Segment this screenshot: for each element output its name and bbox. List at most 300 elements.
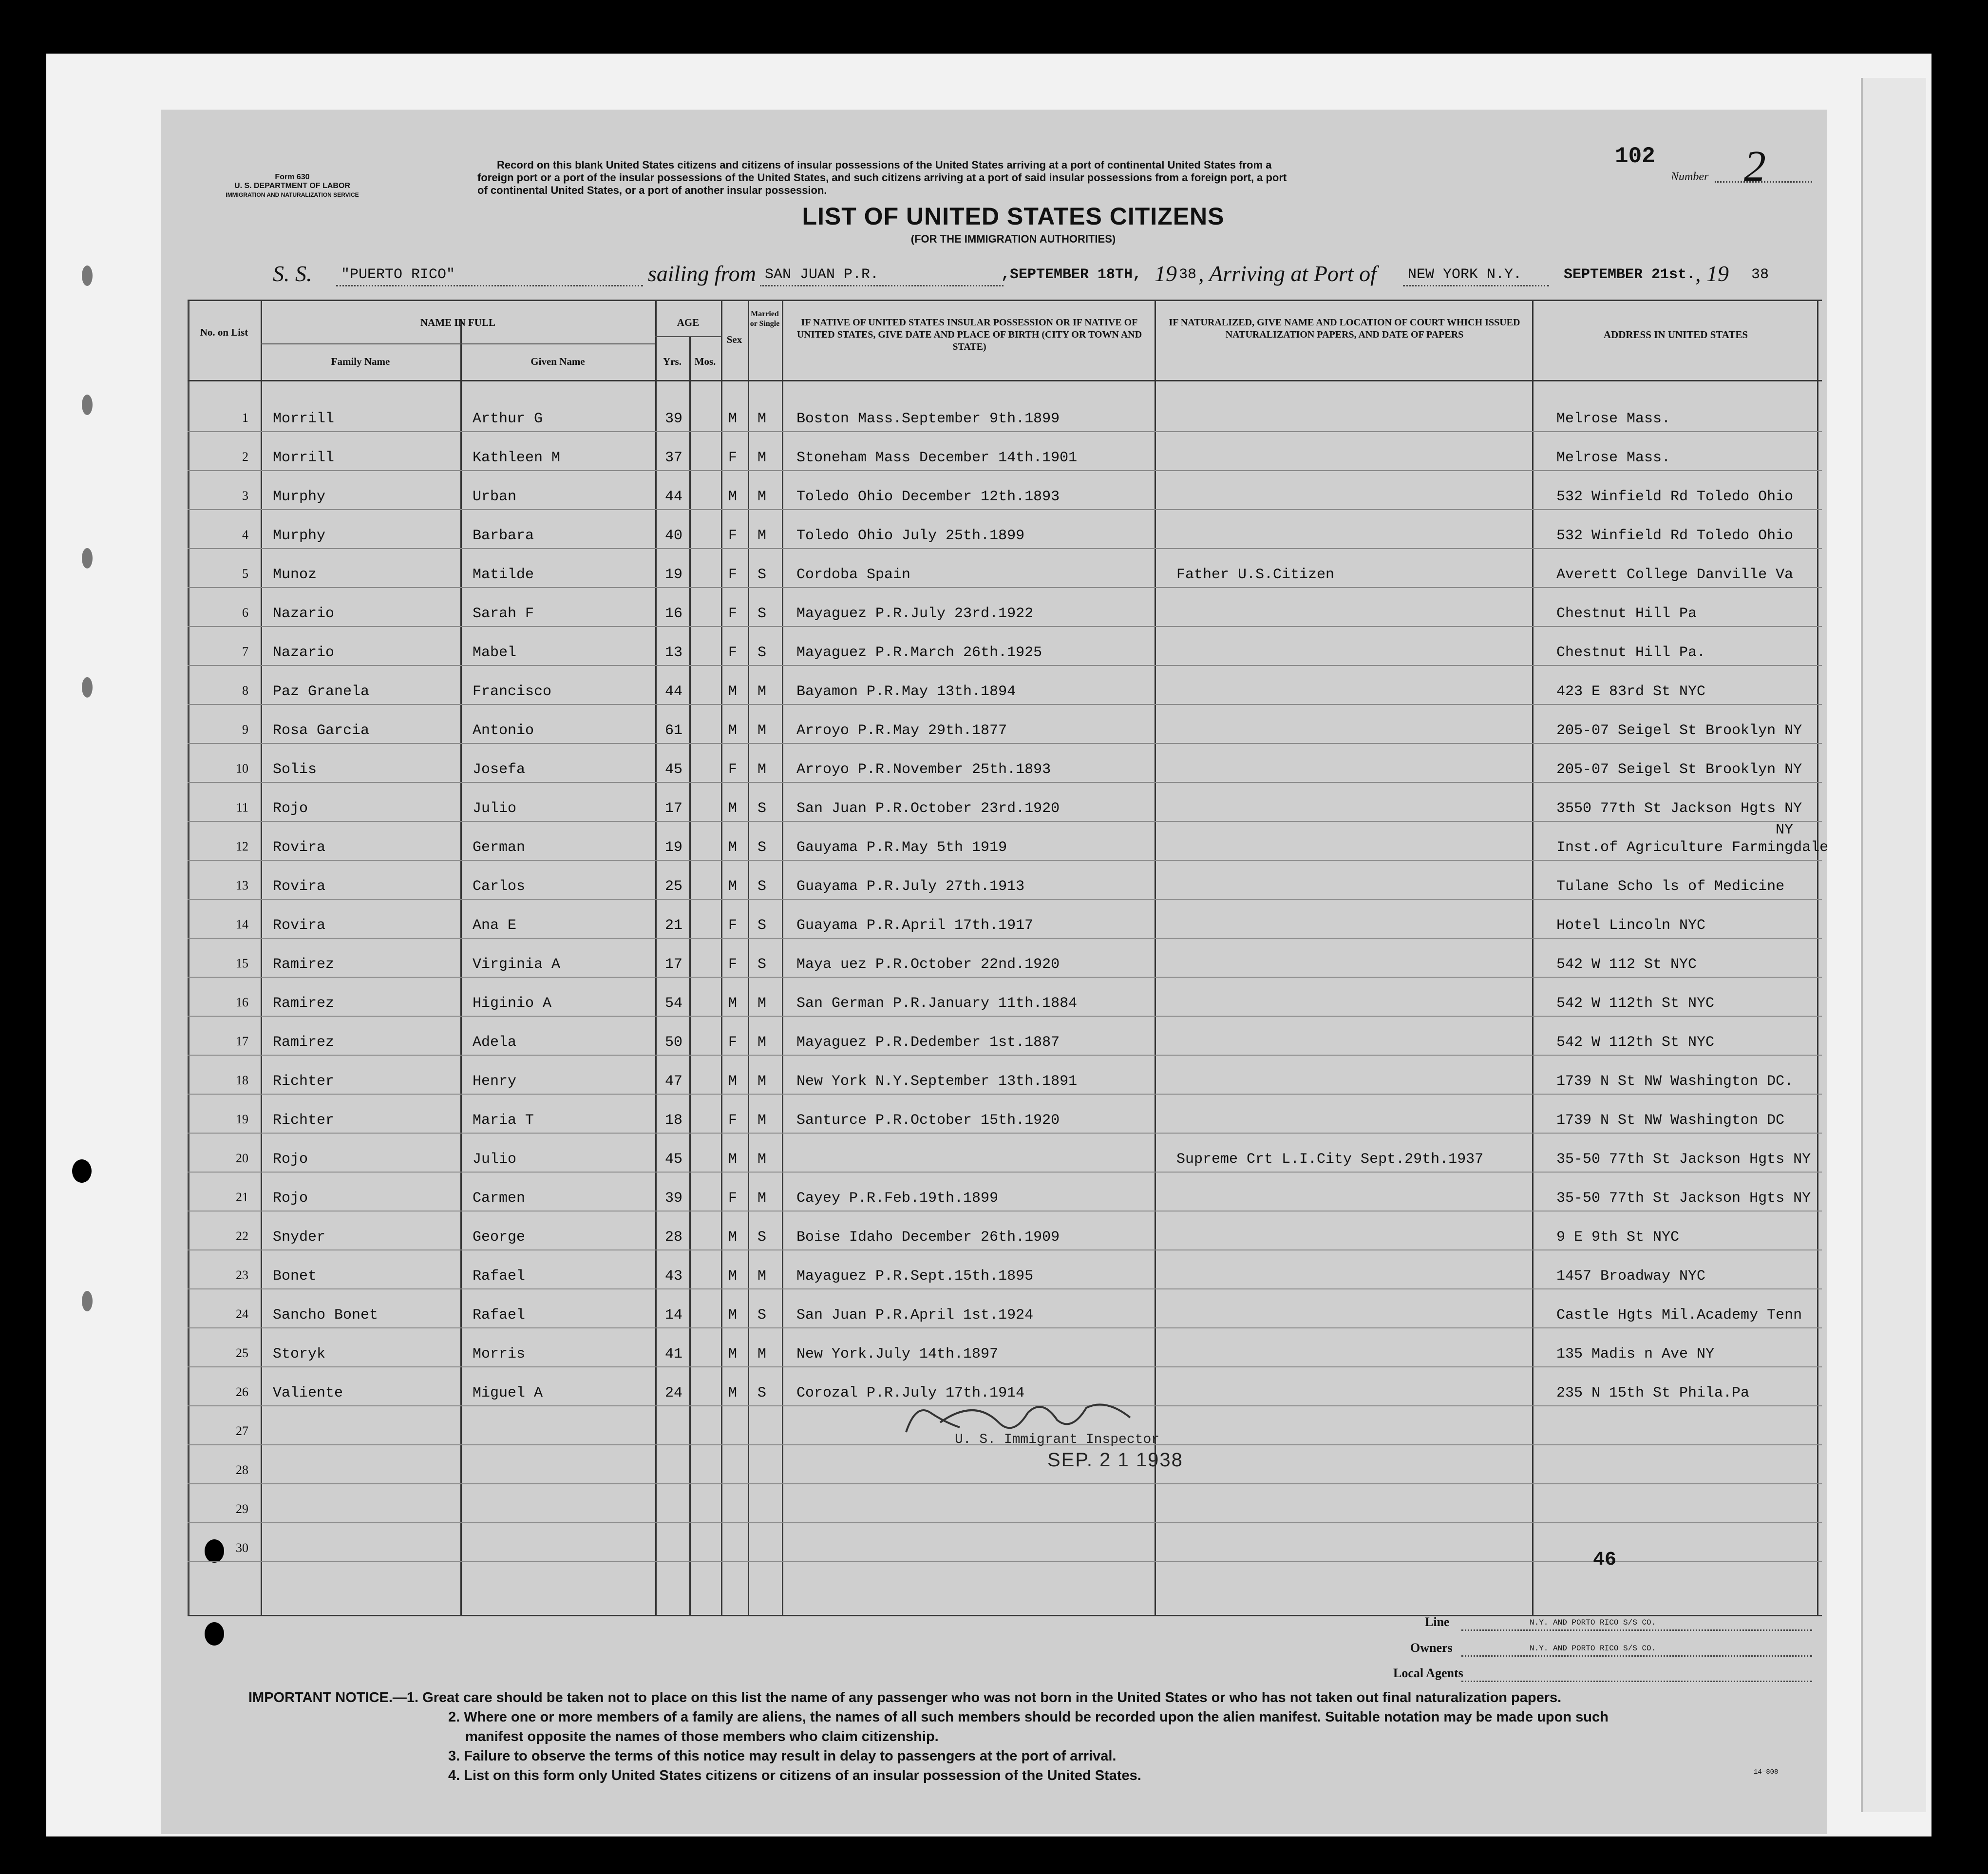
row-number: 14	[236, 917, 248, 931]
age-years-cell: 13	[665, 644, 683, 661]
notice-heading-text: IMPORTANT NOTICE.	[248, 1690, 393, 1705]
given-name-cell: Kathleen M	[473, 450, 561, 466]
row-number: 29	[236, 1502, 248, 1516]
marital-status-cell: S	[757, 956, 767, 973]
form-code: 14—808	[1754, 1768, 1779, 1776]
sex-cell: F	[728, 644, 738, 661]
place-of-birth-cell: Santurce P.R.October 15th.1920	[796, 1112, 1060, 1129]
address-cell: 1739 N St NW Washington DC	[1556, 1112, 1785, 1129]
row-rule	[188, 1288, 1822, 1289]
form-identifier	[209, 173, 375, 199]
given-name-cell: Arthur G	[473, 411, 543, 427]
row-rule	[188, 431, 1822, 432]
place-of-birth-cell: San German P.R.January 11th.1884	[796, 995, 1078, 1012]
family-name-cell: Rojo	[273, 1190, 308, 1207]
family-name-cell: Munoz	[273, 567, 317, 583]
number-label: Number	[1671, 170, 1709, 183]
row-number: 4	[242, 528, 248, 542]
row-number: 6	[242, 606, 248, 620]
column-divider	[1155, 300, 1156, 1615]
table-top-border	[188, 300, 1822, 301]
col-sex: Sex	[726, 334, 742, 345]
family-name-cell: Ramirez	[273, 956, 335, 973]
place-of-birth-cell: San Juan P.R.April 1st.1924	[796, 1307, 1034, 1324]
row-rule	[188, 548, 1822, 549]
age-years-cell: 14	[665, 1307, 683, 1324]
col-family-name: Family Name	[331, 356, 390, 367]
col-months: Mos.	[694, 356, 716, 367]
age-years-cell: 41	[665, 1346, 683, 1363]
instruction-line-3: of continental United States, or a port of another insular possession.	[477, 184, 827, 196]
age-years-cell: 24	[665, 1385, 683, 1401]
sex-cell: M	[728, 839, 738, 856]
given-name-cell: Julio	[473, 1151, 517, 1168]
given-name-cell: Rafael	[473, 1307, 526, 1324]
row-rule	[188, 1055, 1822, 1056]
arriving-label: , Arriving at Port of	[1198, 261, 1377, 286]
line-value: N.Y. AND PORTO RICO S/S CO.	[1530, 1618, 1656, 1627]
ss-label: S. S.	[273, 261, 312, 286]
row-number: 30	[236, 1541, 248, 1555]
row-number: 7	[242, 644, 248, 659]
row-number: 2	[242, 450, 248, 464]
family-name-cell: Richter	[273, 1112, 335, 1129]
family-name-cell: Ramirez	[273, 1034, 335, 1051]
given-name-cell: Maria T	[473, 1112, 534, 1129]
arrival-date: SEPTEMBER 21st.	[1564, 266, 1696, 283]
age-years-cell: 47	[665, 1073, 683, 1090]
address-cell: Averett College Danville Va	[1556, 567, 1794, 583]
notice-item-3: 3. Failure to observe the terms of this notice may result in delay to passengers at the port of arrival.	[448, 1748, 1117, 1764]
address-cell: Tulane Scho ls of Medicine	[1556, 878, 1785, 895]
table-bottom-border	[188, 1615, 1822, 1616]
address-cell: Inst.of Agriculture Farmingdale	[1556, 839, 1829, 856]
punch-hole	[82, 265, 93, 286]
sex-cell: M	[728, 1151, 738, 1168]
place-of-birth-cell: Guayama P.R.July 27th.1913	[796, 878, 1025, 895]
address-cell: 542 W 112th St NYC	[1556, 995, 1715, 1012]
naturalization-cell: Father U.S.Citizen	[1176, 567, 1335, 583]
place-of-birth-cell: New York.July 14th.1897	[796, 1346, 999, 1363]
line-rule	[1461, 1629, 1812, 1631]
age-years-cell: 37	[665, 450, 683, 466]
given-name-cell: Carmen	[473, 1190, 526, 1207]
age-years-cell: 54	[665, 995, 683, 1012]
service-name: IMMIGRATION AND NATURALIZATION SERVICE	[226, 191, 359, 198]
row-rule	[188, 1249, 1822, 1250]
age-years-cell: 44	[665, 683, 683, 700]
col-place-of-birth: IF NATIVE OF UNITED STATES INSULAR POSSESSION OR IF NATIVE OF UNITED STATES, GIVE DATE AND PLACE OF BIRTH (CITY OR TOWN AND STATE)	[796, 317, 1142, 352]
marital-status-cell: S	[757, 878, 767, 895]
col-married-single: Married or Single	[750, 310, 780, 328]
place-of-birth-cell: Boston Mass.September 9th.1899	[796, 411, 1060, 427]
row-rule	[188, 1483, 1822, 1484]
address-cell: Chestnut Hill Pa.	[1556, 644, 1706, 661]
sex-cell: M	[728, 1385, 738, 1401]
age-years-cell: 50	[665, 1034, 683, 1051]
form-title: LIST OF UNITED STATES CITIZENS	[802, 203, 1225, 230]
age-years-cell: 19	[665, 567, 683, 583]
row-rule	[188, 938, 1822, 939]
ship-name: "PUERTO RICO"	[341, 266, 455, 283]
sex-cell: M	[728, 1268, 738, 1285]
row-rule	[188, 899, 1822, 900]
age-years-cell: 61	[665, 722, 683, 739]
address-cell: 542 W 112 St NYC	[1556, 956, 1697, 973]
form-subtitle: (FOR THE IMMIGRATION AUTHORITIES)	[910, 233, 1116, 245]
address-cell: Chestnut Hill Pa	[1556, 606, 1697, 622]
address-cell: 135 Madis n Ave NY	[1556, 1346, 1715, 1363]
list-number: 2	[1744, 142, 1766, 190]
column-divider	[460, 319, 462, 1615]
row-number: 21	[236, 1190, 248, 1204]
family-name-cell: Morrill	[273, 450, 335, 466]
age-years-cell: 39	[665, 1190, 683, 1207]
family-name-cell: Rojo	[273, 1151, 308, 1168]
form-number: Form 630	[275, 173, 310, 181]
row-number: 25	[236, 1346, 248, 1360]
punch-hole	[82, 1291, 93, 1311]
row-number: 13	[236, 878, 248, 892]
notice-item-2: 2. Where one or more members of a family are aliens, the names of all such members should be recorded upon the alien manifest. Suitable notation may be made upon such	[448, 1709, 1609, 1725]
family-name-cell: Nazario	[273, 606, 335, 622]
marital-status-cell: M	[757, 1034, 767, 1051]
notice-item-1: —1. Great care should be taken not to place on this list the name of any passenger who was not born in the United States or who has not taken out final naturalization papers.	[392, 1690, 1562, 1705]
family-name-cell: Valiente	[273, 1385, 343, 1401]
column-divider	[689, 336, 691, 1615]
departure-date: ,SEPTEMBER 18TH,	[1001, 266, 1142, 283]
sex-cell: M	[728, 1307, 738, 1324]
sex-cell: M	[728, 878, 738, 895]
marital-status-cell: M	[757, 1151, 767, 1168]
age-years-cell: 17	[665, 956, 683, 973]
age-years-cell: 17	[665, 800, 683, 817]
local-agents-label: Local Agents	[1393, 1666, 1463, 1680]
sex-cell: F	[728, 1190, 738, 1207]
row-number: 8	[242, 683, 248, 698]
given-name-cell: Barbara	[473, 528, 534, 544]
family-name-cell: Rosa Garcia	[273, 722, 370, 739]
given-name-cell: Urban	[473, 489, 517, 505]
ship-line	[336, 285, 643, 286]
row-rule	[188, 1016, 1822, 1017]
col-age: AGE	[677, 317, 700, 328]
col-name-in-full: NAME IN FULL	[420, 317, 495, 328]
place-of-birth-cell: Mayaguez P.R.July 23rd.1922	[796, 606, 1034, 622]
given-name-cell: Josefa	[473, 761, 526, 778]
family-name-cell: Snyder	[273, 1229, 326, 1246]
age-years-cell: 28	[665, 1229, 683, 1246]
address-cell: 35-50 77th St Jackson Hgts NY	[1556, 1190, 1811, 1207]
marital-status-cell: M	[757, 450, 767, 466]
marital-status-cell: S	[757, 800, 767, 817]
marital-status-cell: S	[757, 917, 767, 934]
sex-cell: F	[728, 528, 738, 544]
col-no-on-list: No. on List	[200, 326, 248, 338]
sex-cell: M	[728, 722, 738, 739]
sex-cell: M	[728, 1073, 738, 1090]
age-years-cell: 18	[665, 1112, 683, 1129]
row-number: 11	[236, 800, 248, 814]
age-years-cell: 45	[665, 761, 683, 778]
page-edge-stack	[1861, 78, 1926, 1812]
sex-cell: M	[728, 1346, 738, 1363]
table-border	[188, 300, 189, 1615]
sex-cell: M	[728, 1229, 738, 1246]
family-name-cell: Solis	[273, 761, 317, 778]
given-name-cell: Mabel	[473, 644, 517, 661]
row-rule	[188, 1366, 1822, 1367]
sex-cell: F	[728, 450, 738, 466]
age-years-cell: 39	[665, 411, 683, 427]
header-rule	[261, 343, 655, 344]
row-rule	[188, 1327, 1822, 1328]
notice-heading	[248, 1688, 1561, 1707]
row-number: 28	[236, 1463, 248, 1477]
place-of-birth-cell: Maya uez P.R.October 22nd.1920	[796, 956, 1060, 973]
sex-cell: F	[728, 761, 738, 778]
marital-status-cell: M	[757, 761, 767, 778]
row-number: 1	[242, 411, 248, 425]
punch-hole	[205, 1622, 224, 1646]
family-name-cell: Murphy	[273, 489, 326, 505]
marital-status-cell: M	[757, 489, 767, 505]
row-number: 26	[236, 1385, 248, 1399]
marital-status-cell: M	[757, 528, 767, 544]
marital-status-cell: M	[757, 1268, 767, 1285]
age-years-cell: 45	[665, 1151, 683, 1168]
given-name-cell: Rafael	[473, 1268, 526, 1285]
notice-item-2-continued: manifest opposite the names of those members who claim citizenship.	[465, 1729, 939, 1744]
family-name-cell: Rovira	[273, 839, 326, 856]
column-divider	[655, 300, 657, 1615]
marital-status-cell: S	[757, 606, 767, 622]
row-rule	[188, 1094, 1822, 1095]
marital-status-cell: M	[757, 683, 767, 700]
row-number: 19	[236, 1112, 248, 1126]
address-cell: Melrose Mass.	[1556, 450, 1671, 466]
row-number: 16	[236, 995, 248, 1009]
marital-status-cell: M	[757, 1073, 767, 1090]
place-of-birth-cell: San Juan P.R.October 23rd.1920	[796, 800, 1060, 817]
punch-hole	[72, 1159, 92, 1183]
given-name-cell: Ana E	[473, 917, 517, 934]
year-prefix-2: , 19	[1695, 261, 1729, 286]
sex-cell: M	[728, 995, 738, 1012]
family-name-cell: Murphy	[273, 528, 326, 544]
age-years-cell: 19	[665, 839, 683, 856]
place-of-birth-cell: Bayamon P.R.May 13th.1894	[796, 683, 1016, 700]
instruction-line-1: Record on this blank United States citizens and citizens of insular possessions of the United States arriving at a port of continental United States from a	[497, 159, 1272, 171]
row-rule	[188, 509, 1822, 510]
row-number: 12	[236, 839, 248, 853]
age-years-cell: 40	[665, 528, 683, 544]
line-label: Line	[1425, 1615, 1450, 1629]
column-divider	[261, 300, 262, 1615]
place-of-birth-cell: Cordoba Spain	[796, 567, 911, 583]
address-cell: Hotel Lincoln NYC	[1556, 917, 1706, 934]
family-name-cell: Nazario	[273, 644, 335, 661]
place-of-birth-cell: Arroyo P.R.November 25th.1893	[796, 761, 1051, 778]
marital-status-cell: S	[757, 1229, 767, 1246]
column-divider	[782, 300, 783, 1615]
sex-cell: F	[728, 917, 738, 934]
marital-status-cell: S	[757, 644, 767, 661]
departure-port: SAN JUAN P.R.	[765, 266, 879, 283]
address-cell: Melrose Mass.	[1556, 411, 1671, 427]
year-prefix-1: 19	[1155, 261, 1177, 286]
row-number: 18	[236, 1073, 248, 1087]
given-name-cell: Antonio	[473, 722, 534, 739]
owners-value: N.Y. AND PORTO RICO S/S CO.	[1530, 1644, 1656, 1653]
family-name-cell: Sancho Bonet	[273, 1307, 379, 1324]
row-number: 22	[236, 1229, 248, 1243]
row-rule	[188, 977, 1822, 978]
page-number: 102	[1615, 144, 1655, 169]
address-cell: 1457 Broadway NYC	[1556, 1268, 1706, 1285]
row-rule	[188, 1522, 1822, 1523]
place-of-birth-cell: Mayaguez P.R.March 26th.1925	[796, 644, 1042, 661]
address-cell: 205-07 Seigel St Brooklyn NY	[1556, 761, 1802, 778]
place-of-birth-cell: Guayama P.R.April 17th.1917	[796, 917, 1034, 934]
inspector-title: U. S. Immigrant Inspector	[955, 1432, 1160, 1447]
row-rule	[188, 626, 1822, 627]
family-name-cell: Ramirez	[273, 995, 335, 1012]
sex-cell: M	[728, 489, 738, 505]
sex-cell: M	[728, 683, 738, 700]
row-number: 20	[236, 1151, 248, 1165]
naturalization-cell: Supreme Crt L.I.City Sept.29th.1937	[1176, 1151, 1484, 1168]
family-name-cell: Bonet	[273, 1268, 317, 1285]
sex-cell: F	[728, 1034, 738, 1051]
departure-port-line	[760, 285, 1003, 286]
age-years-cell: 43	[665, 1268, 683, 1285]
owners-label: Owners	[1410, 1641, 1453, 1655]
marital-status-cell: S	[757, 567, 767, 583]
col-years: Yrs.	[663, 356, 682, 367]
age-years-cell: 44	[665, 489, 683, 505]
given-name-cell: Sarah F	[473, 606, 534, 622]
row-number: 23	[236, 1268, 248, 1282]
place-of-birth-cell: Mayaguez P.R.Dedember 1st.1887	[796, 1034, 1060, 1051]
row-number: 24	[236, 1307, 248, 1321]
row-rule	[188, 821, 1822, 822]
sex-cell: M	[728, 411, 738, 427]
given-name-cell: Matilde	[473, 567, 534, 583]
address-cell: 532 Winfield Rd Toledo Ohio	[1556, 528, 1794, 544]
column-divider	[748, 300, 749, 1615]
header-bottom-border	[188, 380, 1822, 381]
given-name-cell: Julio	[473, 800, 517, 817]
marital-status-cell: M	[757, 1112, 767, 1129]
given-name-cell: George	[473, 1229, 526, 1246]
row-rule	[188, 704, 1822, 705]
sex-cell: F	[728, 956, 738, 973]
marital-status-cell: M	[757, 722, 767, 739]
address-cell: 423 E 83rd St NYC	[1556, 683, 1706, 700]
punch-hole	[82, 677, 93, 698]
column-divider	[1817, 300, 1818, 1615]
age-years-cell: 25	[665, 878, 683, 895]
address-cell: 532 Winfield Rd Toledo Ohio	[1556, 489, 1794, 505]
place-of-birth-cell: Stoneham Mass December 14th.1901	[796, 450, 1078, 466]
row-number: 3	[242, 489, 248, 503]
instruction-line-2: foreign port or a port of the insular possessions of the United States, and such citizens arriving at a port of said insular possessions from a foreign port, a port	[477, 171, 1287, 184]
address-cell: 235 N 15th St Phila.Pa	[1556, 1385, 1750, 1401]
year-1: 38	[1179, 266, 1197, 283]
address-cell: 35-50 77th St Jackson Hgts NY	[1556, 1151, 1811, 1168]
marital-status-cell: S	[757, 1385, 767, 1401]
family-name-cell: Storyk	[273, 1346, 326, 1363]
number-line	[1715, 181, 1812, 183]
marital-status-cell: S	[757, 839, 767, 856]
sex-cell: F	[728, 1112, 738, 1129]
address-cell: 1739 N St NW Washington DC.	[1556, 1073, 1794, 1090]
place-of-birth-cell: Corozal P.R.July 17th.1914	[796, 1385, 1025, 1401]
notice-item-4: 4. List on this form only United States citizens or citizens of an insular possession of the United States.	[448, 1768, 1141, 1783]
row-rule	[188, 665, 1822, 666]
address-cell: 542 W 112th St NYC	[1556, 1034, 1715, 1051]
family-name-cell: Morrill	[273, 411, 335, 427]
given-name-cell: Francisco	[473, 683, 552, 700]
address-cell: 9 E 9th St NYC	[1556, 1229, 1680, 1246]
year-2: 38	[1751, 266, 1769, 283]
inspection-date-stamp: SEP. 2 1 1938	[1047, 1449, 1183, 1471]
marital-status-cell: M	[757, 1190, 767, 1207]
sex-cell: F	[728, 606, 738, 622]
row-rule	[188, 860, 1822, 861]
given-name-cell: Virginia A	[473, 956, 561, 973]
place-of-birth-cell: Boise Idaho December 26th.1909	[796, 1229, 1060, 1246]
given-name-cell: Morris	[473, 1346, 526, 1363]
place-of-birth-cell: Arroyo P.R.May 29th.1877	[796, 722, 1007, 739]
given-name-cell: Adela	[473, 1034, 517, 1051]
row-rule	[188, 587, 1822, 588]
family-name-cell: Rojo	[273, 800, 308, 817]
marital-status-cell: M	[757, 411, 767, 427]
age-years-cell: 21	[665, 917, 683, 934]
punch-hole	[82, 395, 93, 415]
column-divider	[721, 300, 722, 1615]
row-number: 17	[236, 1034, 248, 1048]
sex-cell: M	[728, 800, 738, 817]
place-of-birth-cell: New York N.Y.September 13th.1891	[796, 1073, 1078, 1090]
row-number: 15	[236, 956, 248, 970]
row-number: 5	[242, 567, 248, 581]
col-given-name: Given Name	[530, 356, 585, 367]
address-cell: Castle Hgts Mil.Academy Tenn	[1556, 1307, 1802, 1324]
family-name-cell: Paz Granela	[273, 683, 370, 700]
marital-status-cell: S	[757, 1307, 767, 1324]
row-rule	[188, 782, 1822, 783]
local-agents-rule	[1461, 1681, 1812, 1682]
department-name: U. S. DEPARTMENT OF LABOR	[234, 182, 350, 190]
page-mark: 46	[1593, 1549, 1617, 1571]
given-name-cell: German	[473, 839, 526, 856]
marital-status-cell: M	[757, 995, 767, 1012]
given-name-cell: Henry	[473, 1073, 517, 1090]
row-rule	[188, 743, 1822, 744]
row-rule	[188, 470, 1822, 471]
row-number: 9	[242, 722, 248, 737]
marital-status-cell: M	[757, 1346, 767, 1363]
column-divider	[1532, 300, 1534, 1615]
col-naturalization: IF NATURALIZED, GIVE NAME AND LOCATION OF COURT WHICH ISSUED NATURALIZATION PAPERS, AND DATE OF PAPERS	[1169, 317, 1520, 340]
family-name-cell: Rovira	[273, 917, 326, 934]
address-extra-cell: NY	[1776, 822, 1794, 838]
row-rule	[188, 1561, 1822, 1562]
place-of-birth-cell: Mayaguez P.R.Sept.15th.1895	[796, 1268, 1034, 1285]
